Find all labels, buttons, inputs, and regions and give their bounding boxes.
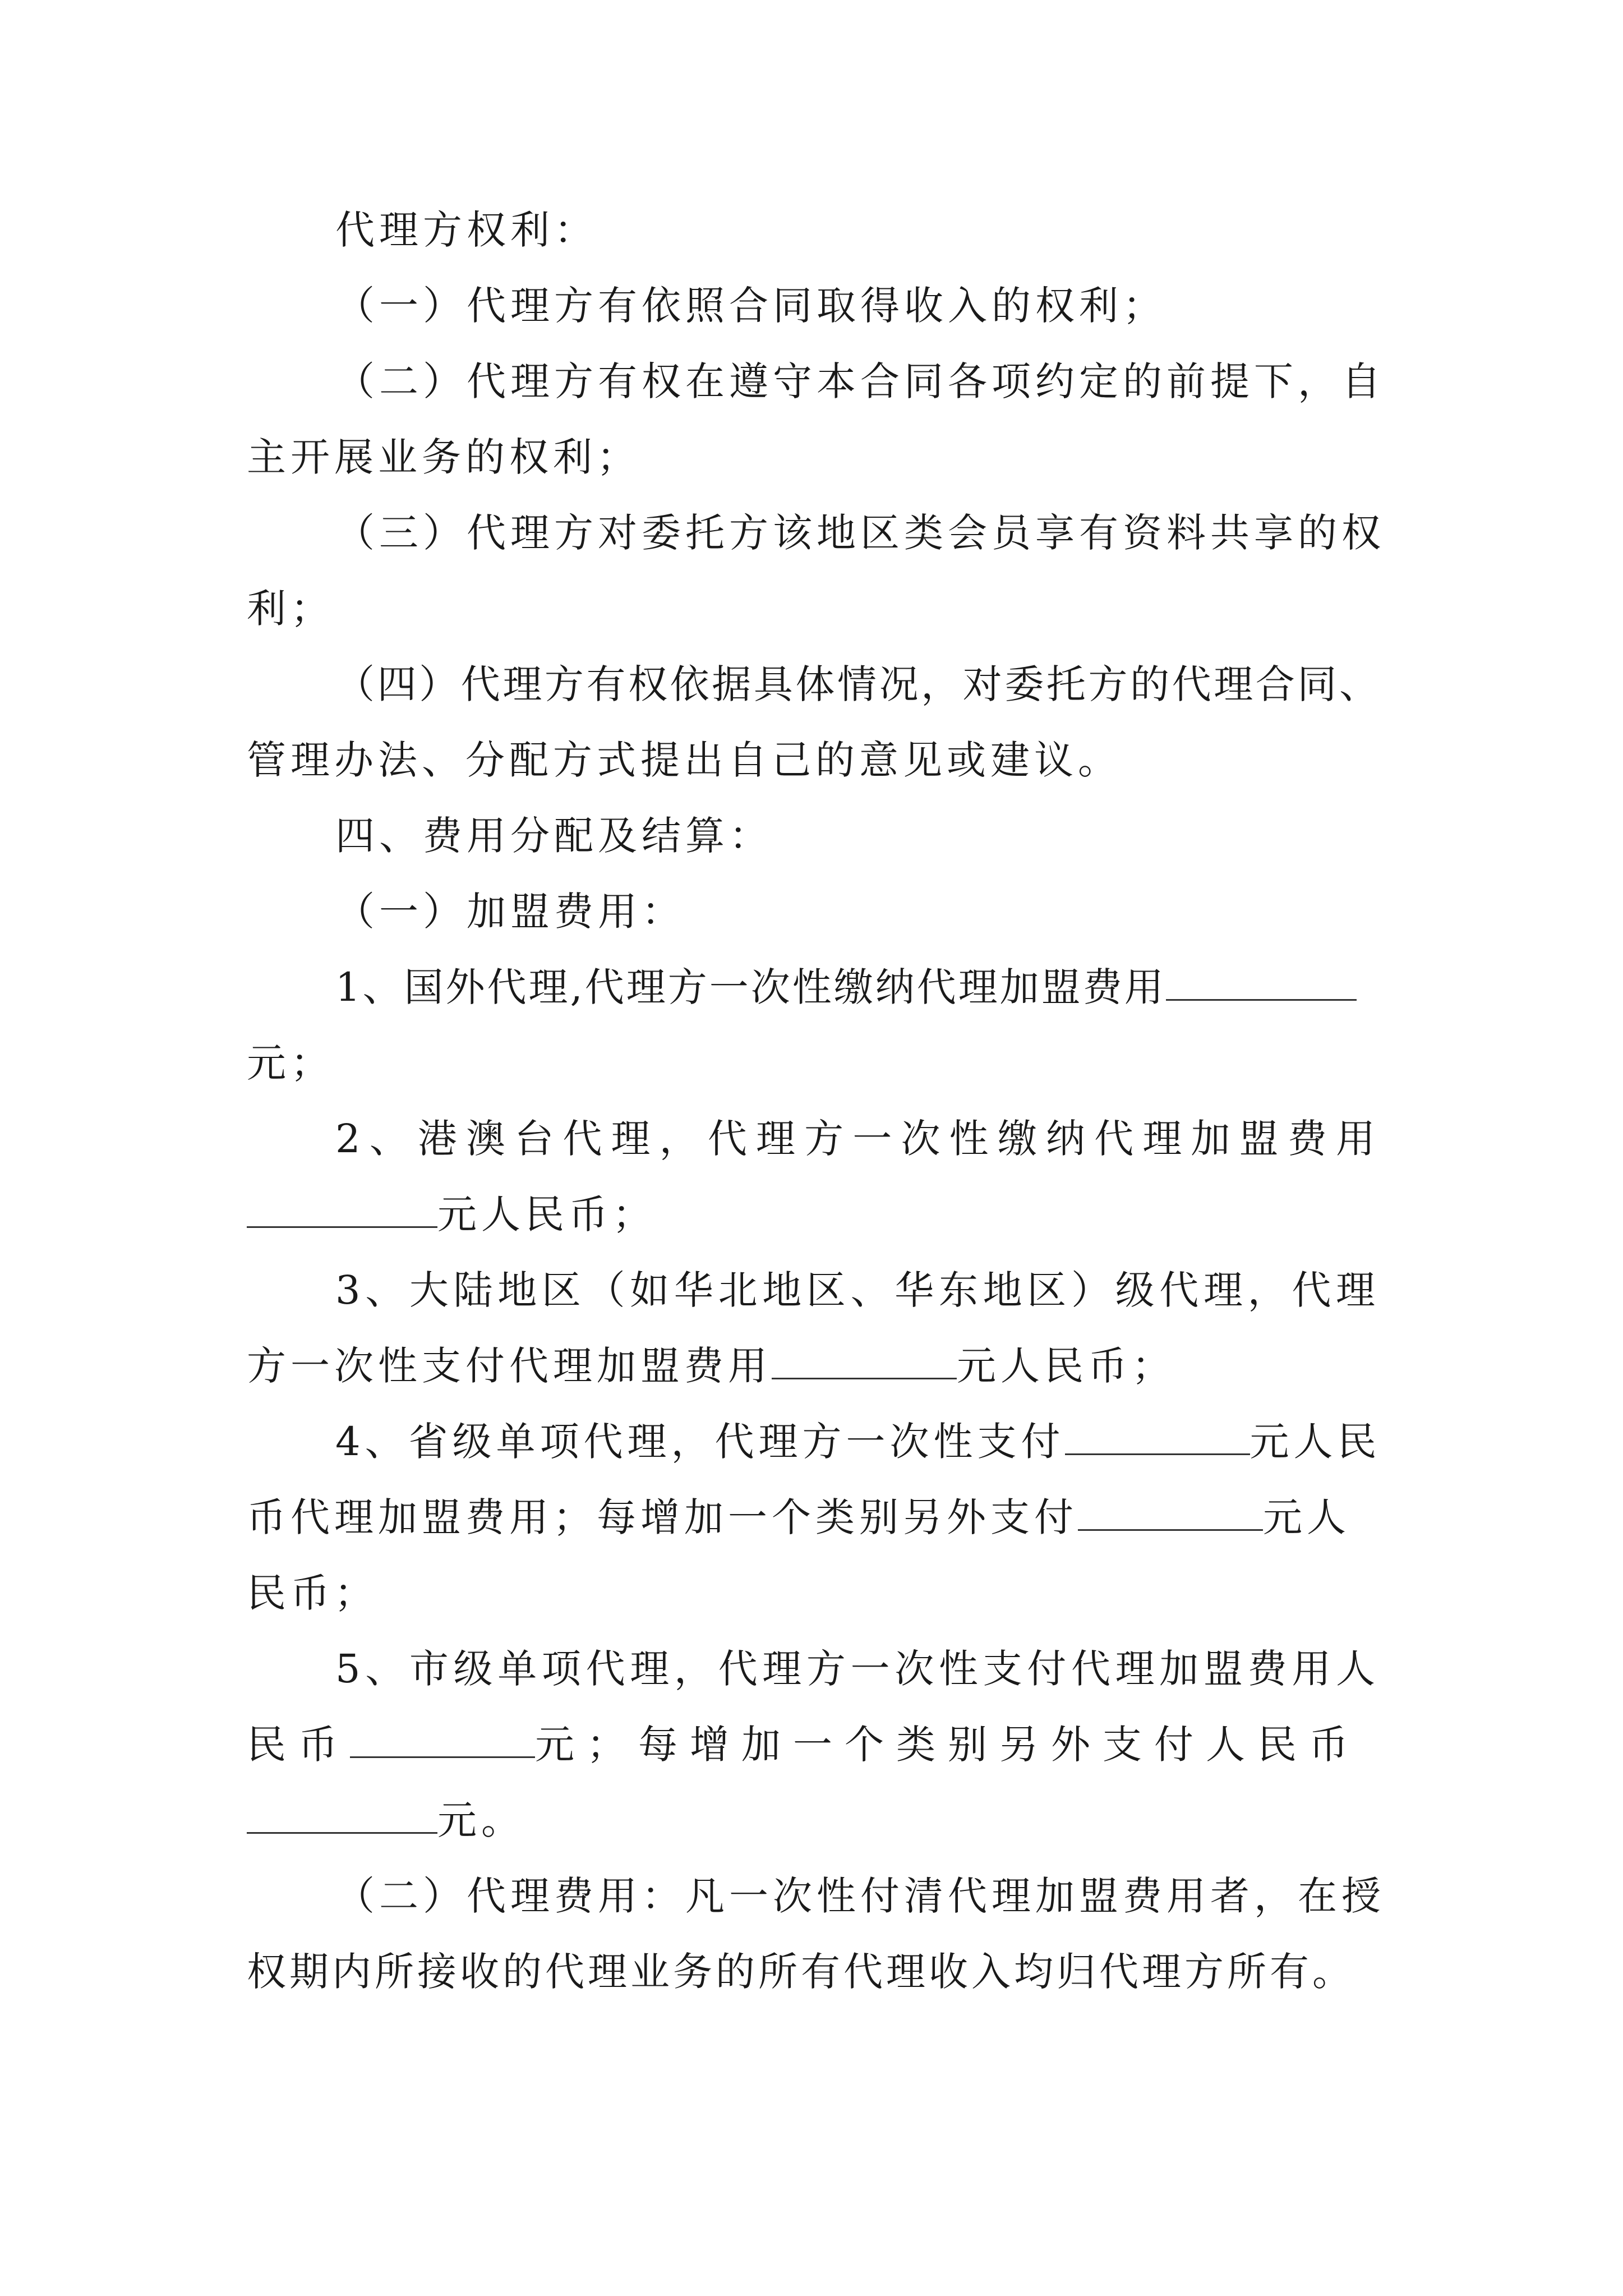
fee-item-4-line-3: 民币； (247, 1570, 378, 1616)
fee-item-2-line-2: 元人民币； (247, 1189, 1380, 1240)
paragraph-right-4-line-2: 管理办法、分配方式提出自己的意见或建议。 (247, 737, 1122, 783)
fee-item-1-line-1: 1、国外代理,代理方一次性缴纳代理加盟费用 (335, 962, 1380, 1013)
fill-in-blank[interactable] (247, 1800, 437, 1834)
paragraph-agent-rights-heading: 代理方权利： (335, 207, 598, 253)
fee-item-4-line-1: 4、省级单项代理，代理方一次性支付 元人民 (335, 1419, 1381, 1465)
fee-item-5-line-3: 元。 (247, 1795, 1380, 1846)
fill-in-blank[interactable] (772, 1345, 957, 1379)
fill-in-blank[interactable] (1065, 1421, 1250, 1455)
fee-item-3-line-1: 3、大陆地区（如华北地区、华东地区）级代理，代理 (335, 1267, 1380, 1313)
fill-in-blank[interactable] (247, 1194, 437, 1228)
paragraph-right-2-line-1: （二）代理方有权在遵守本合同各项约定的前提下，自 (335, 358, 1385, 404)
fee-item-5-line-2: 民币 元；每增加一个类别另外支付人民币 (247, 1722, 1361, 1768)
fill-in-blank[interactable] (1078, 1497, 1263, 1531)
fee-item-2-line-1: 2、港澳台代理，代理方一次性缴纳代理加盟费用 (335, 1116, 1380, 1162)
fill-in-blank[interactable] (1166, 967, 1357, 1001)
paragraph-right-3-line-2: 利； (247, 586, 334, 632)
subsection-franchise-fee-heading: （一）加盟费用： (335, 889, 685, 935)
paragraph-right-4-line-1: （四）代理方有权依据具体情况，对委托方的代理合同、 (335, 661, 1380, 707)
paragraph-right-3-line-1: （三）代理方对委托方该地区类会员享有资料共享的权 (335, 510, 1385, 556)
fee-item-5-line-1: 5、市级单项代理，代理方一次性支付代理加盟费用人 (335, 1646, 1380, 1692)
subsection-agency-fee-line-2: 权期内所接收的代理业务的所有代理收入均归代理方所有。 (247, 1949, 1355, 1995)
fill-in-blank[interactable] (350, 1724, 535, 1758)
paragraph-right-1: （一）代理方有依照合同取得收入的权利； (335, 283, 1166, 329)
section-four-heading: 四、费用分配及结算： (335, 813, 773, 859)
subsection-agency-fee-line-1: （二）代理费用：凡一次性付清代理加盟费用者，在授 (335, 1873, 1385, 1919)
fee-item-3-line-2: 方一次性支付代理加盟费用 元人民币； (247, 1343, 1175, 1389)
fee-item-4-line-2: 币代理加盟费用；每增加一个类别另外支付 元人 (247, 1494, 1350, 1540)
fee-item-1-line-2: 元； (247, 1040, 334, 1086)
paragraph-right-2-line-2: 主开展业务的权利； (247, 434, 640, 480)
